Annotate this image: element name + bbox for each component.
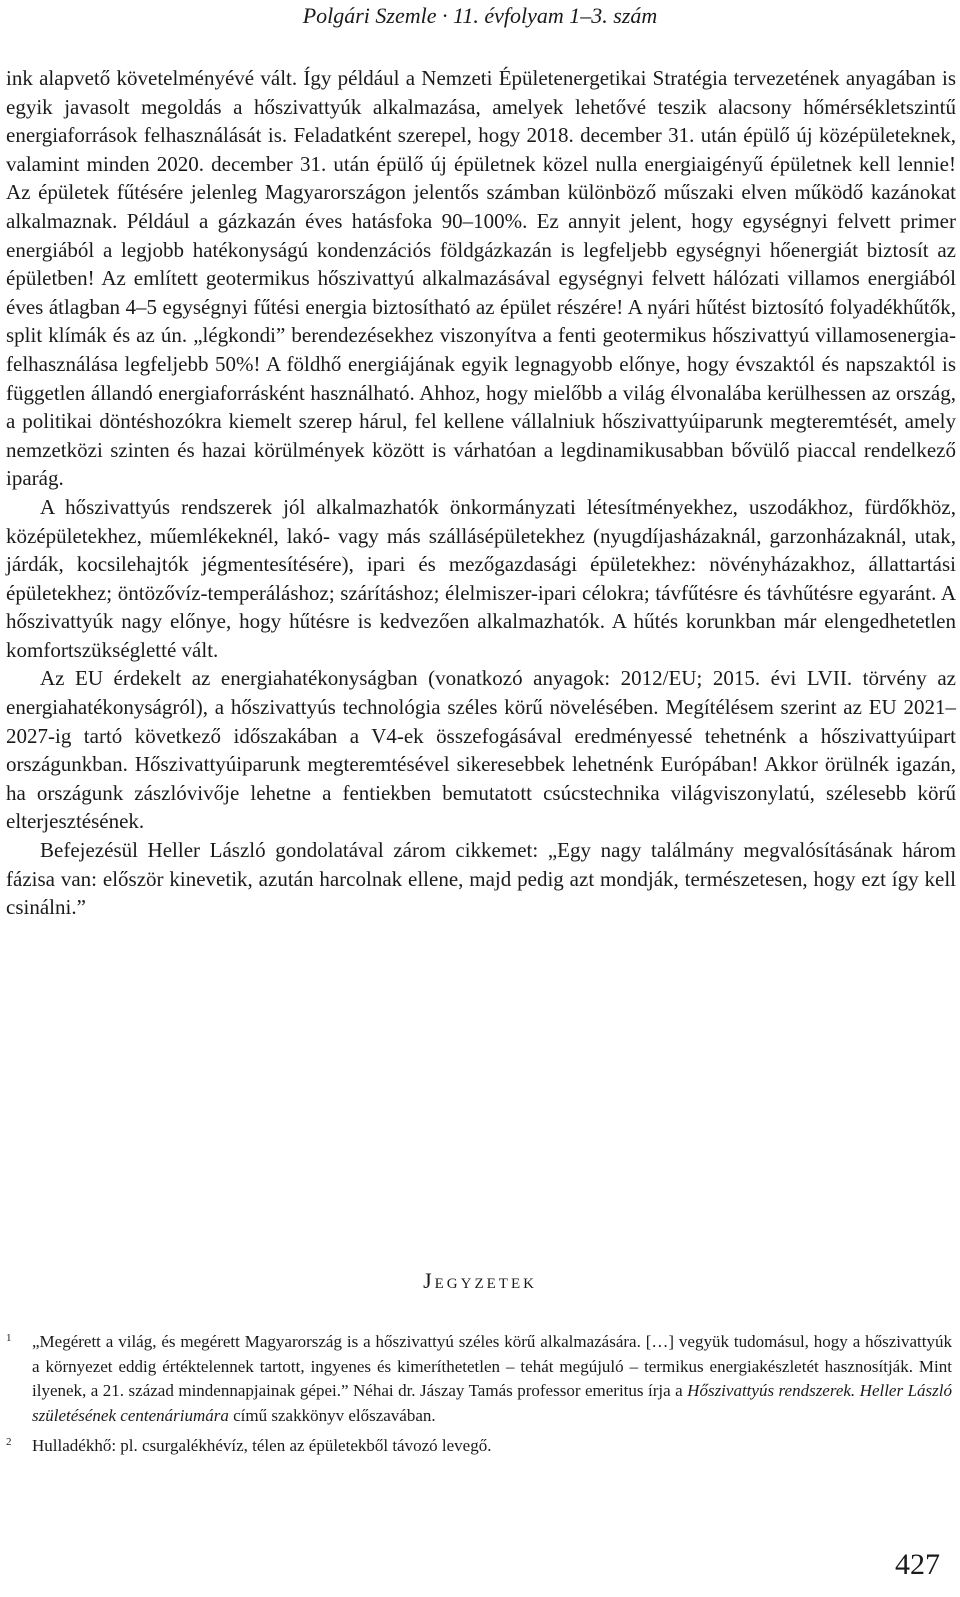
footnote-text [32, 1330, 952, 1428]
footnotes [6, 1330, 952, 1465]
footnote-book-title: Hőszivattyús rendszerek. Heller László születésének centenáriumára [32, 1381, 952, 1425]
footnote-text: Hulladékhő: pl. csurgalékhévíz, télen az épületekből távozó levegő. [32, 1436, 492, 1456]
notes-heading: Jegyzetek [423, 1268, 537, 1293]
footnote [6, 1330, 952, 1428]
article-body [6, 64, 956, 922]
footnote-number: 2 [6, 1436, 12, 1449]
paragraph: A hőszivattyús rendszerek jól alkalmazhatók önkormányzati létesítményekhez, uszodákhoz, fürdőkhöz, középületekhez, műemlékeknél, lakó- vagy más szállásépületekhez (nyugdíjasházaknál, garzonházaknál, utak, járdák, kocsilehajtók jégmentesítésére), ipari és mezőgazdasági épületekhez: növényházakhoz, állattartási épületekhez; öntözővíz-temperáláshoz; szárításhoz; élelmiszer-ipari célokra; távfűtésre és távhűtésre egyaránt. A hőszivattyúk nagy előnye, hogy hűtésre is kedvezően alkalmazhatók. A hűtés korunkban már elengedhetetlen komfortszükségletté vált. [6, 494, 956, 662]
paragraph: Az EU érdekelt az energiahatékonyságban (vonatkozó anyagok: 2012/EU; 2015. évi LVII. törvény az energiahatékonyságról), a hőszivattyús technológia széles körű növelésében. Megítélésem szerint az EU 2021–2027-ig tartó következő időszakában a V4-ek összefogásával eredményessé tehetnénk a hőszivattyúipart országunkban. Hőszivattyúiparunk megteremtésével sikeresebbek lehetnénk Európában! Akkor örülnék igazán, ha országunk zászlóvivője lehetne a fentiekben bemutatott csúcstechnika világviszonylatú, szélesebb körű elterjesztésének. [6, 666, 956, 834]
paragraph: Befejezésül Heller László gondolatával zárom cikkemet: „Egy nagy találmány megvalósításának három fázisa van: először kinevetik, azután harcolnak ellene, majd pedig azt mondják, természetesen, hogy ezt így kell csinálni.” [6, 838, 956, 920]
running-head: Polgári Szemle · 11. évfolyam 1–3. szám [302, 3, 658, 28]
footnote-text-main: „Megérett a világ, és megérett Magyarország is a hőszivattyú széles körű alkalmazására. […] vegyük tudomásul, hogy a hőszivattyúk a környezet eddig értéktelennek tartott, ingyenes és kimeríthetetlen – tehát megújuló – termikus energiakészletét hasznosítják. Mint ilyenek, a 21. század mindennapjainak gépei.” Néhai dr. Jászay Tamás professor emeritus írja a [32, 1332, 952, 1401]
footnote-number: 1 [6, 1332, 12, 1344]
footnote-text-end: című szakkönyv előszavában. [228, 1405, 436, 1425]
page-number: 427 [895, 1548, 940, 1581]
paragraph: ink alapvető követelményévé vált. Így például a Nemzeti Épületenergetikai Stratégia tervezetének anyagában is egyik javasolt megoldás a hőszivattyúk alkalmazása, amelyek lehetővé teszik alacsony hőmérsékletszintű energiaforrások felhasználását is. Feladatként szerepel, hogy 2018. december 31. után épülő új középületeknek, valamint minden 2020. december 31. után épülő új épületnek közel nulla energiaigényű épületnek kell lennie! Az épületek fűtésére jelenleg Magyarországon jelentős számban különböző műszaki elven működő kazánokat alkalmaznak. Például a gázkazán éves hatásfoka 90–100%. Ez annyit jelent, hogy egységnyi felvett primer energiából a legjobb hatékonyságú kondenzációs földgázkazán is legfeljebb egységnyi hőenergiát biztosít az épületben! Az említett geotermikus hőszivattyú alkalmazásával egységnyi felvett hálózati villamos energiából éves átlagban 4–5 egységnyi fűtési energia biztosítható az épület részére! A nyári hűtést biztosító folyadékhűtők, split klímák és az ún. „légkondi” berendezésekhez viszonyítva a fenti geotermikus hőszivattyú villamosenergia-felhasználása legfeljebb 50%! A földhő energiájának egyik legnagyobb előnye, hogy évszaktól és napszaktól is független állandó energiaforrásként használható. Ahhoz, hogy mielőbb a világ élvonalába kerülhessen az ország, a politikai döntéshozókra kiemelt szerep hárul, fel kellene vállalniuk hőszivattyúiparunk megteremtését, amely nemzetközi szinten és hazai körülmények között is várhatóan a legdinamikusabban bővülő piaccal rendelkező iparág. [6, 66, 956, 491]
footnote [6, 1434, 952, 1459]
